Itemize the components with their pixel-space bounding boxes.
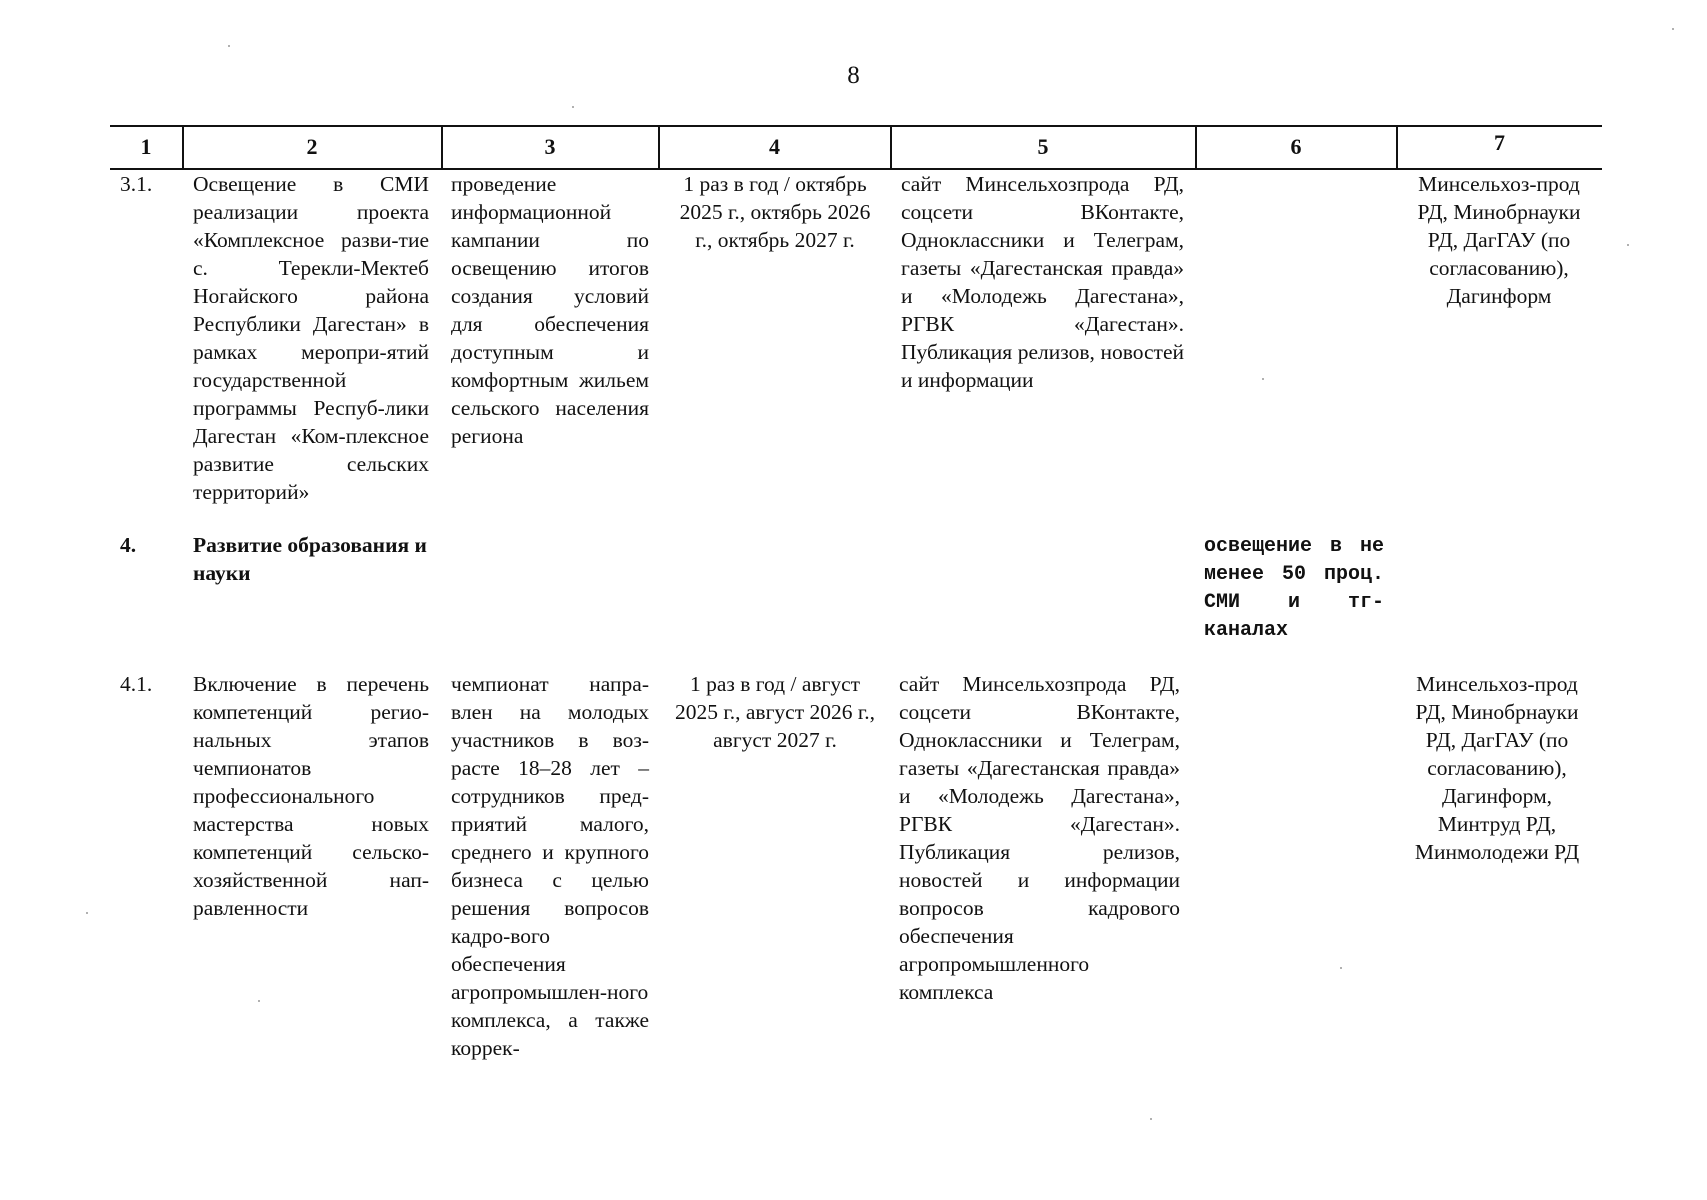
media-cell: сайт Минсельхозпрода РД, соцсети ВКонтакте, Одноклассники и Телеграм, газеты «Дагестанская правда» и «Молодежь Дагестана», РГВК «Дагестан». Публикация релизов, новостей и информации вопросов кадрового обеспечения агропромышленного комплекса [899, 672, 1180, 1004]
scan-speck [1262, 378, 1264, 380]
section-indicator: освещение в не менее 50 проц. СМИ и тг-каналах [1204, 535, 1384, 642]
scan-speck [1150, 1118, 1152, 1120]
scan-speck [86, 912, 88, 914]
page-number: 8 [847, 62, 860, 89]
event-name-cell: Освещение в СМИ реализации проекта «Комплексное разви-тие с. Терекли-Мектеб Ногайского района Республики Дагестан» в рамках меропри-ятий государственной программы Респуб-лики Дагестан «Ком-плексное развитие сельских территорий» [193, 172, 429, 504]
description-cell: проведение информационной кампании по освещению итогов создания условий для обеспечения доступным и комфортным жильем сельского населения региона [451, 172, 649, 448]
column-header-5: 5 [1037, 134, 1049, 159]
scan-speck [1672, 28, 1674, 30]
row-number: 3.1. [120, 172, 153, 196]
column-header-3: 3 [544, 134, 556, 159]
period-cell: 1 раз в год / август 2025 г., август 2026 г., август 2027 г. [675, 672, 875, 752]
scan-speck [258, 1000, 260, 1002]
row-number: 4.1. [120, 672, 153, 696]
column-header-6: 6 [1290, 134, 1302, 159]
description-cell: чемпионат напра-влен на молодых участников в воз-расте 18–28 лет – сотрудников пред-приятий малого, среднего и крупного бизнеса с целью решения вопросов кадро-вого обеспечения агропромышлен-ного комплекса, а также коррек- [451, 672, 649, 1060]
responsible-cell: Минсельхоз-прод РД, Минобрнауки РД, ДагГАУ (по согласованию), Дагинформ, Минтруд РД, Минмолодежи РД [1414, 672, 1580, 864]
scan-speck [1340, 967, 1342, 969]
period-cell: 1 раз в год / октябрь 2025 г., октябрь 2026 г., октябрь 2027 г. [679, 172, 871, 252]
column-header-2: 2 [306, 134, 318, 159]
responsible-cell: Минсельхоз-прод РД, Минобрнауки РД, ДагГАУ (по согласованию), Дагинформ [1417, 172, 1581, 308]
scan-speck [572, 106, 574, 108]
table-top-rule [110, 125, 1602, 127]
column-header-1: 1 [140, 134, 152, 159]
event-name-cell: Включение в перечень компетенций регио-нальных этапов чемпионатов профессионального мастерства новых компетенций сельско-хозяйственной нап-равленности [193, 672, 429, 920]
column-header-4: 4 [769, 134, 780, 159]
media-cell: сайт Минсельхозпрода РД, соцсети ВКонтакте, Одноклассники и Телеграм, газеты «Дагестанская правда» и «Молодежь Дагестана», РГВК «Дагестан». Публикация релизов, новостей и информации [901, 172, 1184, 392]
section-number: 4. [120, 533, 137, 557]
scan-speck [1627, 244, 1629, 246]
scan-speck [228, 45, 230, 47]
column-header-7: 7 [1494, 130, 1505, 155]
section-title: Развитие образования и науки [193, 533, 427, 585]
